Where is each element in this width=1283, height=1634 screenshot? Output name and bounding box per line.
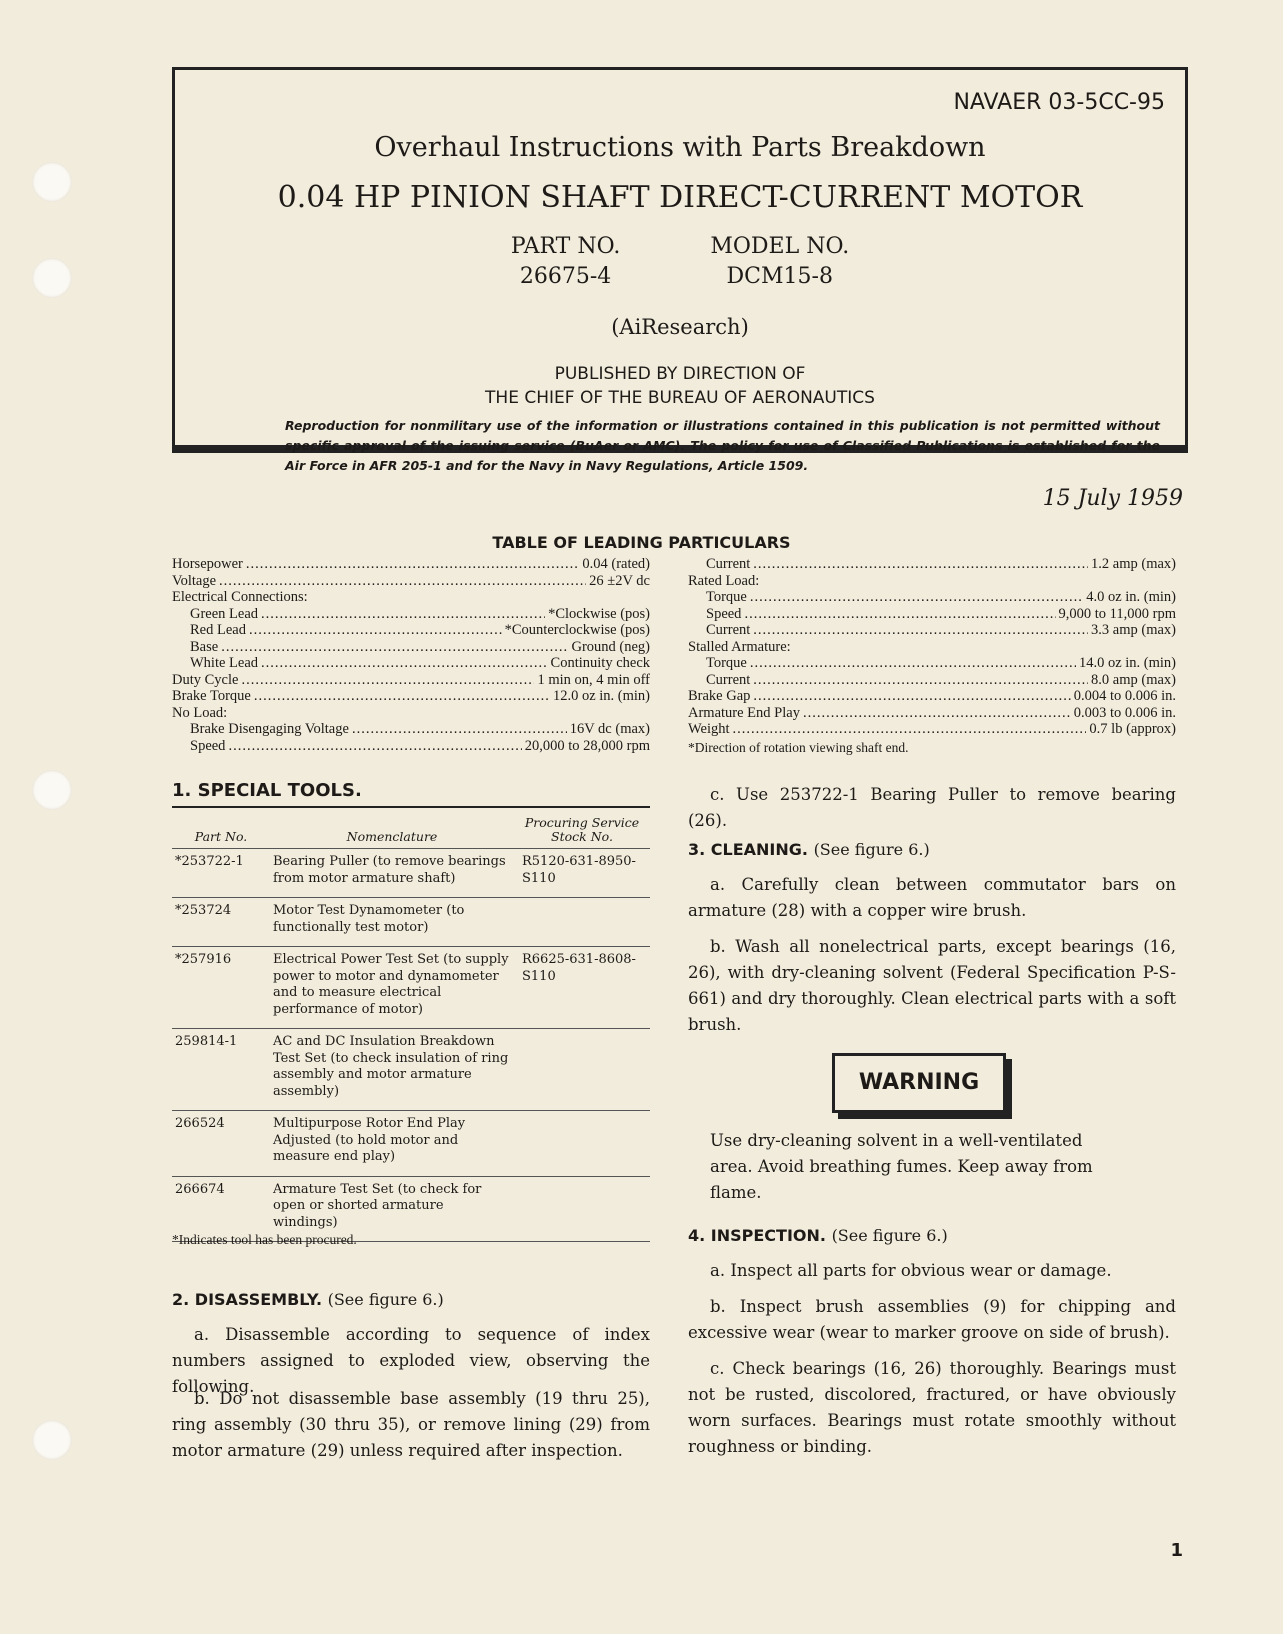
- particulars-title: TABLE OF LEADING PARTICULARS: [492, 533, 791, 552]
- particular-value: 3.3 amp (max): [1091, 622, 1176, 638]
- cell-nomenclature: Motor Test Dynamometer (to functionally test motor): [270, 898, 514, 947]
- particular-value: 14.0 oz in. (min): [1078, 655, 1176, 671]
- doc-title: Overhaul Instructions with Parts Breakdown: [374, 132, 986, 163]
- leader-dots: [261, 655, 547, 672]
- cell-nomenclature: Armature Test Set (to check for open or shorted armature windings): [270, 1176, 514, 1242]
- cell-stock-no: [514, 1176, 650, 1242]
- particular-value: 8.0 amp (max): [1091, 671, 1176, 688]
- particular-row: [172, 589, 650, 606]
- part-label: PART NO.: [510, 234, 621, 259]
- para: c. Check bearings (16, 26) thoroughly. Bearings must not be rusted, discolored, fractured, or have obviously worn surfaces. Bearings must rotate smoothly without roughness or binding.: [688, 1359, 1176, 1456]
- particular-label: Torque: [706, 655, 747, 671]
- particulars-right: [688, 556, 1176, 738]
- doc-number: NAVAER 03-5CC-95: [953, 90, 1165, 115]
- particulars-note: *Direction of rotation viewing shaft end.: [688, 740, 909, 755]
- particular-label: Rated Load:: [688, 572, 760, 589]
- particular-value: 0.003 to 0.006 in.: [1073, 704, 1176, 721]
- cell-nomenclature: Multipurpose Rotor End Play Adjusted (to hold motor and measure end play): [270, 1111, 514, 1177]
- particular-label: Current: [706, 671, 751, 688]
- leader-dots: [803, 705, 1071, 722]
- binder-hole: [32, 258, 72, 298]
- page-number: 1: [1170, 1540, 1183, 1561]
- particular-label: Torque: [706, 589, 747, 605]
- leader-dots: [246, 556, 579, 573]
- leader-dots: [744, 606, 1055, 623]
- particular-row: [688, 721, 1176, 738]
- particular-label: Speed: [706, 605, 742, 622]
- cell-stock-no: [514, 898, 650, 947]
- publisher: [175, 362, 1185, 410]
- particular-row: [172, 721, 650, 738]
- particular-label: Brake Gap: [688, 688, 751, 704]
- particular-row: [688, 573, 1176, 590]
- particular-value: Continuity check: [550, 655, 650, 671]
- particular-row: [172, 738, 650, 755]
- cell-part-no: 266674: [172, 1176, 270, 1242]
- part-no: 26675-4: [519, 264, 612, 289]
- particular-row: [688, 556, 1176, 573]
- particular-label: Brake Torque: [172, 688, 251, 704]
- leader-dots: [221, 639, 568, 656]
- leader-dots: [733, 721, 1087, 738]
- particular-value: *Clockwise (pos): [548, 605, 650, 622]
- leader-dots: [750, 655, 1076, 672]
- particular-label: Armature End Play: [688, 704, 800, 721]
- para: c. Use 253722-1 Bearing Puller to remove bearing (26).: [688, 785, 1176, 830]
- cleaning-heading: [688, 840, 930, 859]
- para: a. Carefully clean between commutator bars on armature (28) with a copper wire brush.: [688, 875, 1176, 920]
- leader-dots: [753, 672, 1088, 689]
- publication-date: 15 July 1959: [1042, 486, 1183, 511]
- heading-text: 3. CLEANING.: [688, 840, 808, 859]
- particular-label: No Load:: [172, 704, 228, 721]
- cell-part-no: 259814-1: [172, 1029, 270, 1111]
- particular-value: *Counterclockwise (pos): [504, 622, 650, 638]
- cell-stock-no: [514, 1111, 650, 1177]
- inspection-heading: [688, 1226, 948, 1245]
- publisher-line: THE CHIEF OF THE BUREAU OF AERONAUTICS: [485, 388, 875, 408]
- model-no: DCM15-8: [726, 264, 833, 289]
- para: b. Do not disassemble base assembly (19 thru 25), ring assembly (30 thru 35), or remove lining (29) from motor armature (29) unless required after inspection.: [172, 1389, 650, 1460]
- particular-row: [688, 688, 1176, 705]
- particular-value: 1 min on, 4 min off: [537, 671, 650, 688]
- cell-stock-no: R5120-631-8950-S110: [514, 849, 650, 898]
- figure-ref: (See figure 6.): [831, 1226, 948, 1245]
- title-block: [172, 67, 1188, 473]
- para: b. Wash all nonelectrical parts, except bearings (16, 26), with dry-cleaning solvent (Federal Specification P-S-661) and dry thoroughly. Clean electrical parts with a soft brush.: [688, 937, 1176, 1034]
- leader-dots: [750, 589, 1083, 606]
- particular-label: Duty Cycle: [172, 671, 239, 688]
- col-stock-no: Procuring Service Stock No.: [514, 807, 650, 849]
- particular-label: Current: [706, 556, 751, 572]
- particular-row: [688, 655, 1176, 672]
- para: a. Disassemble according to sequence of index numbers assigned to exploded view, observing the following.: [172, 1325, 650, 1396]
- particular-row: [172, 688, 650, 705]
- table-row: [172, 898, 650, 947]
- particular-row: [172, 672, 650, 689]
- leader-dots: [753, 622, 1088, 639]
- leader-dots: [249, 622, 502, 639]
- binder-hole: [32, 1420, 72, 1460]
- particular-row: [172, 705, 650, 722]
- col-part-no: Part No.: [172, 807, 270, 849]
- particular-row: [688, 705, 1176, 722]
- particular-row: [688, 589, 1176, 606]
- cell-part-no: *253722-1: [172, 849, 270, 898]
- leader-dots: [254, 688, 550, 705]
- particular-value: 26 ±2V dc: [589, 572, 650, 589]
- particular-label: Weight: [688, 721, 730, 737]
- particular-label: Brake Disengaging Voltage: [190, 721, 349, 737]
- cell-part-no: *257916: [172, 947, 270, 1029]
- cell-part-no: 266524: [172, 1111, 270, 1177]
- part-model: [175, 232, 1185, 292]
- particular-value: 12.0 oz in. (min): [552, 688, 650, 704]
- particular-label: Stalled Armature:: [688, 638, 791, 655]
- table-row: [172, 1029, 650, 1111]
- cell-stock-no: R6625-631-8608-S110: [514, 947, 650, 1029]
- heading-text: 4. INSPECTION.: [688, 1226, 826, 1245]
- leader-dots: [261, 606, 545, 623]
- publisher-line: PUBLISHED BY DIRECTION OF: [554, 364, 806, 384]
- manufacturer: (AiResearch): [611, 315, 749, 339]
- cell-nomenclature: AC and DC Insulation Breakdown Test Set (to check insulation of ring assembly and motor armature assembly): [270, 1029, 514, 1111]
- particular-value: 1.2 amp (max): [1091, 556, 1176, 572]
- table-row: [172, 1111, 650, 1177]
- figure-ref: (See figure 6.): [813, 840, 930, 859]
- figure-ref: (See figure 6.): [327, 1290, 444, 1309]
- doc-subtitle: 0.04 HP PINION SHAFT DIRECT-CURRENT MOTOR: [277, 180, 1083, 215]
- particular-label: Horsepower: [172, 556, 243, 572]
- particular-row: [172, 573, 650, 590]
- leader-dots: [219, 573, 586, 590]
- particular-row: [688, 639, 1176, 656]
- particular-label: Green Lead: [190, 605, 259, 622]
- particular-row: [688, 622, 1176, 639]
- particular-label: Current: [706, 622, 751, 638]
- particulars-left: [172, 556, 650, 754]
- cell-stock-no: [514, 1029, 650, 1111]
- model-label: MODEL NO.: [710, 234, 850, 259]
- particular-label: Base: [190, 638, 219, 655]
- particular-label: White Lead: [190, 655, 259, 671]
- leader-dots: [753, 556, 1088, 573]
- particular-row: [172, 606, 650, 623]
- particular-row: [172, 655, 650, 672]
- particular-row: [688, 672, 1176, 689]
- particular-value: 0.004 to 0.006 in.: [1073, 688, 1176, 704]
- reproduction-notice: Reproduction for nonmilitary use of the information or illustrations contained in this publication is not permitted without specific approval of the issuing service (BuAer or AMC). The policy for use of Classified Publications is established for the Air Force in AFR 205-1 and for the Navy in Navy Regulations, Article 1509.: [285, 418, 1160, 473]
- disassembly-heading: [172, 1290, 444, 1309]
- particular-row: [688, 606, 1176, 623]
- tools-heading: 1. SPECIAL TOOLS.: [172, 780, 362, 801]
- particular-label: Electrical Connections:: [172, 589, 308, 605]
- binder-hole: [32, 162, 72, 202]
- leader-dots: [228, 738, 521, 755]
- particular-value: 4.0 oz in. (min): [1086, 589, 1176, 605]
- tools-footnote: *Indicates tool has been procured.: [172, 1232, 357, 1247]
- special-tools-table: [172, 806, 650, 1242]
- particular-value: 9,000 to 11,000 rpm: [1058, 605, 1176, 622]
- col-nomenclature: Nomenclature: [270, 807, 514, 849]
- heading-text: 2. DISASSEMBLY.: [172, 1290, 323, 1309]
- particular-value: Ground (neg): [571, 638, 650, 655]
- table-row: [172, 947, 650, 1029]
- particular-value: 20,000 to 28,000 rpm: [524, 737, 650, 754]
- particular-row: [172, 556, 650, 573]
- cell-nomenclature: Bearing Puller (to remove bearings from motor armature shaft): [270, 849, 514, 898]
- particular-value: 16V dc (max): [569, 721, 650, 737]
- particular-row: [172, 622, 650, 639]
- leader-dots: [241, 672, 534, 689]
- particular-label: Speed: [190, 737, 226, 754]
- cell-nomenclature: Electrical Power Test Set (to supply power to motor and dynamometer and to measure electrical performance of motor): [270, 947, 514, 1029]
- binder-hole: [32, 770, 72, 810]
- leader-dots: [753, 688, 1070, 705]
- particular-row: [172, 639, 650, 656]
- leader-dots: [352, 721, 567, 738]
- particular-label: Voltage: [172, 572, 217, 589]
- para: a. Inspect all parts for obvious wear or damage.: [710, 1261, 1112, 1280]
- table-row: [172, 849, 650, 898]
- particular-label: Red Lead: [190, 622, 246, 638]
- warning-label: WARNING: [832, 1053, 1006, 1113]
- para: b. Inspect brush assemblies (9) for chipping and excessive wear (wear to marker groove on side of brush).: [688, 1297, 1176, 1342]
- particular-value: 0.7 lb (approx): [1089, 721, 1176, 737]
- cell-part-no: *253724: [172, 898, 270, 947]
- particular-value: 0.04 (rated): [582, 556, 650, 572]
- warning-text: Use dry-cleaning solvent in a well-ventilated area. Avoid breathing fumes. Keep away from flame.: [710, 1131, 1093, 1202]
